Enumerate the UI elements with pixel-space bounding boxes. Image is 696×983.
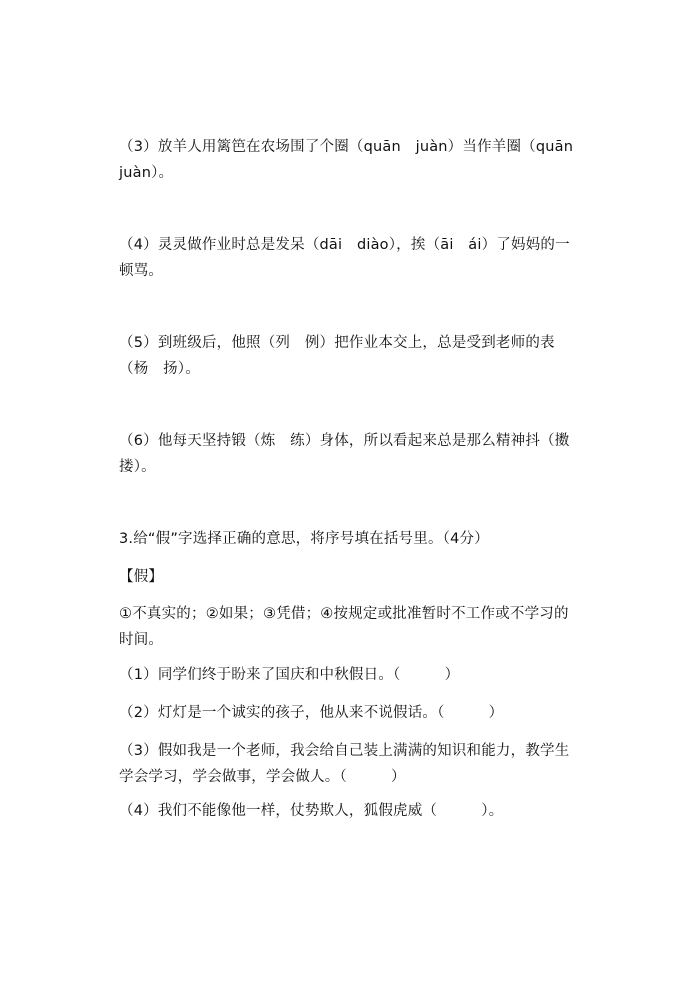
question-item-3: （3）放羊人用篱笆在农场围了个圈（quān juàn）当作羊圈（quān juàn）。: [119, 139, 574, 181]
sub-question-3: （3）假如我是一个老师，我会给自己装上满满的知识和能力，教学生学会学习，学会做事，学会做人。（ ）: [119, 743, 570, 785]
character-label: 【假】: [119, 569, 164, 585]
question-item-4: （4）灵灵做作业时总是发呆（dāi diào），挨（āi ái）了妈妈的一顿骂。: [119, 237, 570, 279]
question-item-5: （5）到班级后，他照（列 例）把作业本交上，总是受到老师的表（杨 扬）。: [119, 335, 555, 377]
question-item-6: （6）他每天坚持锻（炼 练）身体，所以看起来总是那么精神抖（擞 搂）。: [119, 433, 585, 475]
meanings-list: ①不真实的；②如果；③凭借；④按规定或批准暂时不工作或不学习的时间。: [119, 606, 569, 648]
sub-question-4: （4）我们不能像他一样，仗势欺人，狐假虎威（ ）。: [119, 803, 504, 819]
section-3-heading: 3.给“假”字选择正确的意思，将序号填在括号里。（4分）: [119, 531, 489, 547]
sub-question-2: （2）灯灯是一个诚实的孩子，他从来不说假话。（ ）: [119, 705, 504, 721]
sub-question-1: （1）同学们终于盼来了国庆和中秋假日。（ ）: [119, 667, 460, 683]
